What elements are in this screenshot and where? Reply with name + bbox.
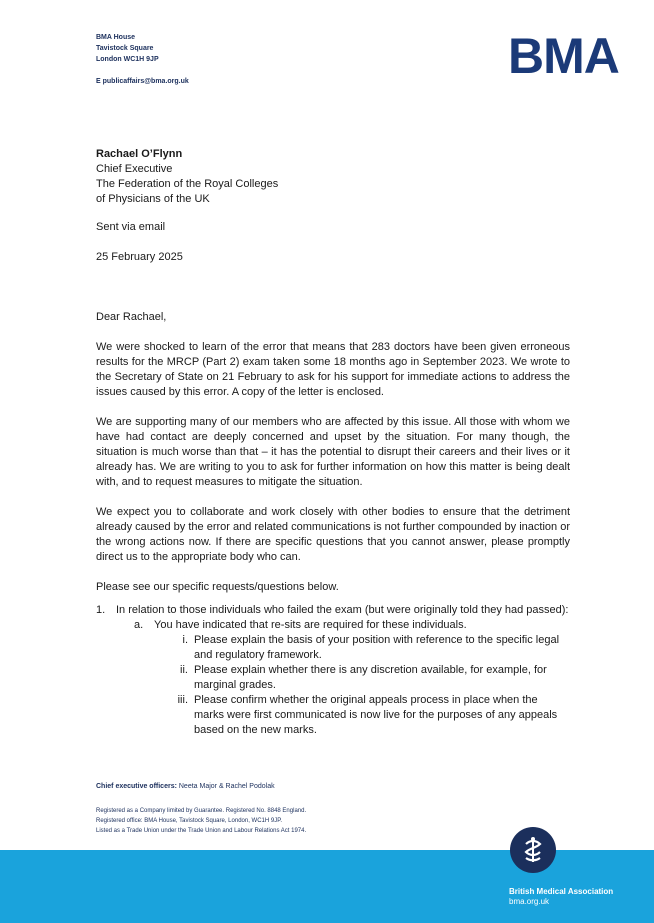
paragraph: We are supporting many of our members who are affected by this issue. All those with whom we have had contact are deeply concerned and upset by the situation. For many though, the situation is much worse than that – it has the potential to disrupt their careers and their lives or it already has. We are writing to you to ask for further information on how this matter is being dealt with, and to request measures to mitigate the situation.: [96, 416, 570, 488]
sent-via: Sent via email: [96, 221, 166, 233]
list-item: [174, 633, 574, 663]
paragraph: We were shocked to learn of the error that means that 283 doctors have been given erroneous results for the MRCP (Part 2) exam taken some 18 months ago in September 2023. We wrote to the Secretary of State on 21 February to ask for his support for immediate actions to address the issues caused by this error. A copy of the letter is enclosed.: [96, 341, 570, 398]
footer-registration: [96, 806, 306, 836]
officers-label: Chief executive officers:: [96, 783, 177, 790]
list-item: [174, 663, 574, 693]
sender-email: E publicaffairs@bma.org.uk: [96, 78, 189, 85]
list-number: 1.: [96, 604, 106, 616]
recipient-line: Chief Executive: [96, 163, 173, 175]
sender-address-line: London WC1H 9JP: [96, 56, 159, 63]
recipient-line: of Physicians of the UK: [96, 193, 210, 205]
org-name: British Medical Association: [509, 887, 614, 896]
footer-org: [509, 887, 613, 907]
recipient-name: Rachael O’Flynn: [96, 148, 183, 160]
list-number: a.: [134, 619, 144, 631]
sender-address-line: BMA House: [96, 34, 136, 41]
list-item: [134, 618, 574, 633]
paragraph: We expect you to collaborate and work closely with other bodies to ensure that the detriment already caused by the error and related communications is not further compounded by inaction or the wrong actions now. If there are specific questions that you cannot answer, please promptly direct us to the appropriate body who can.: [96, 506, 570, 563]
list-number: iii.: [177, 694, 188, 706]
footer-officers: [96, 783, 275, 790]
list-text: Please explain whether there is any discretion available, for example, for marginal grades.: [194, 664, 547, 691]
bma-caduceus-icon: [510, 827, 556, 873]
letter-date: 25 February 2025: [96, 251, 183, 263]
bma-logo: BMA: [508, 28, 619, 84]
org-website: bma.org.uk: [509, 897, 550, 906]
letter-body: [96, 310, 570, 610]
list-number: i.: [182, 634, 188, 646]
list-text: Please explain the basis of your position with reference to the specific legal and regulatory framework.: [194, 634, 560, 661]
paragraph: Please see our specific requests/questions below.: [96, 581, 339, 593]
list-text: You have indicated that re-sits are required for these individuals.: [154, 619, 467, 631]
list-text: Please confirm whether the original appeals process in place when the marks were first communicated is now live for the purposes of any appeals based on the new marks.: [194, 694, 558, 736]
list-text: In relation to those individuals who failed the exam (but were originally told they had passed):: [116, 604, 569, 616]
officers-names: Neeta Major & Rachel Podolak: [178, 783, 275, 790]
salutation: Dear Rachael,: [96, 311, 167, 323]
registration-line: Registered as a Company limited by Guarantee. Registered No. 8848 England.: [96, 808, 307, 814]
recipient-block: [96, 147, 278, 207]
list-number: ii.: [180, 664, 188, 676]
list-item: [174, 693, 574, 738]
sender-address: [96, 32, 159, 65]
recipient-line: The Federation of the Royal Colleges: [96, 178, 279, 190]
sender-address-line: Tavistock Square: [96, 45, 154, 52]
registration-line: Registered office: BMA House, Tavistock Square, London, WC1H 9JP.: [96, 818, 283, 824]
request-list: [96, 603, 574, 738]
registration-line: Listed as a Trade Union under the Trade Union and Labour Relations Act 1974.: [96, 828, 307, 834]
list-item: [96, 603, 574, 618]
